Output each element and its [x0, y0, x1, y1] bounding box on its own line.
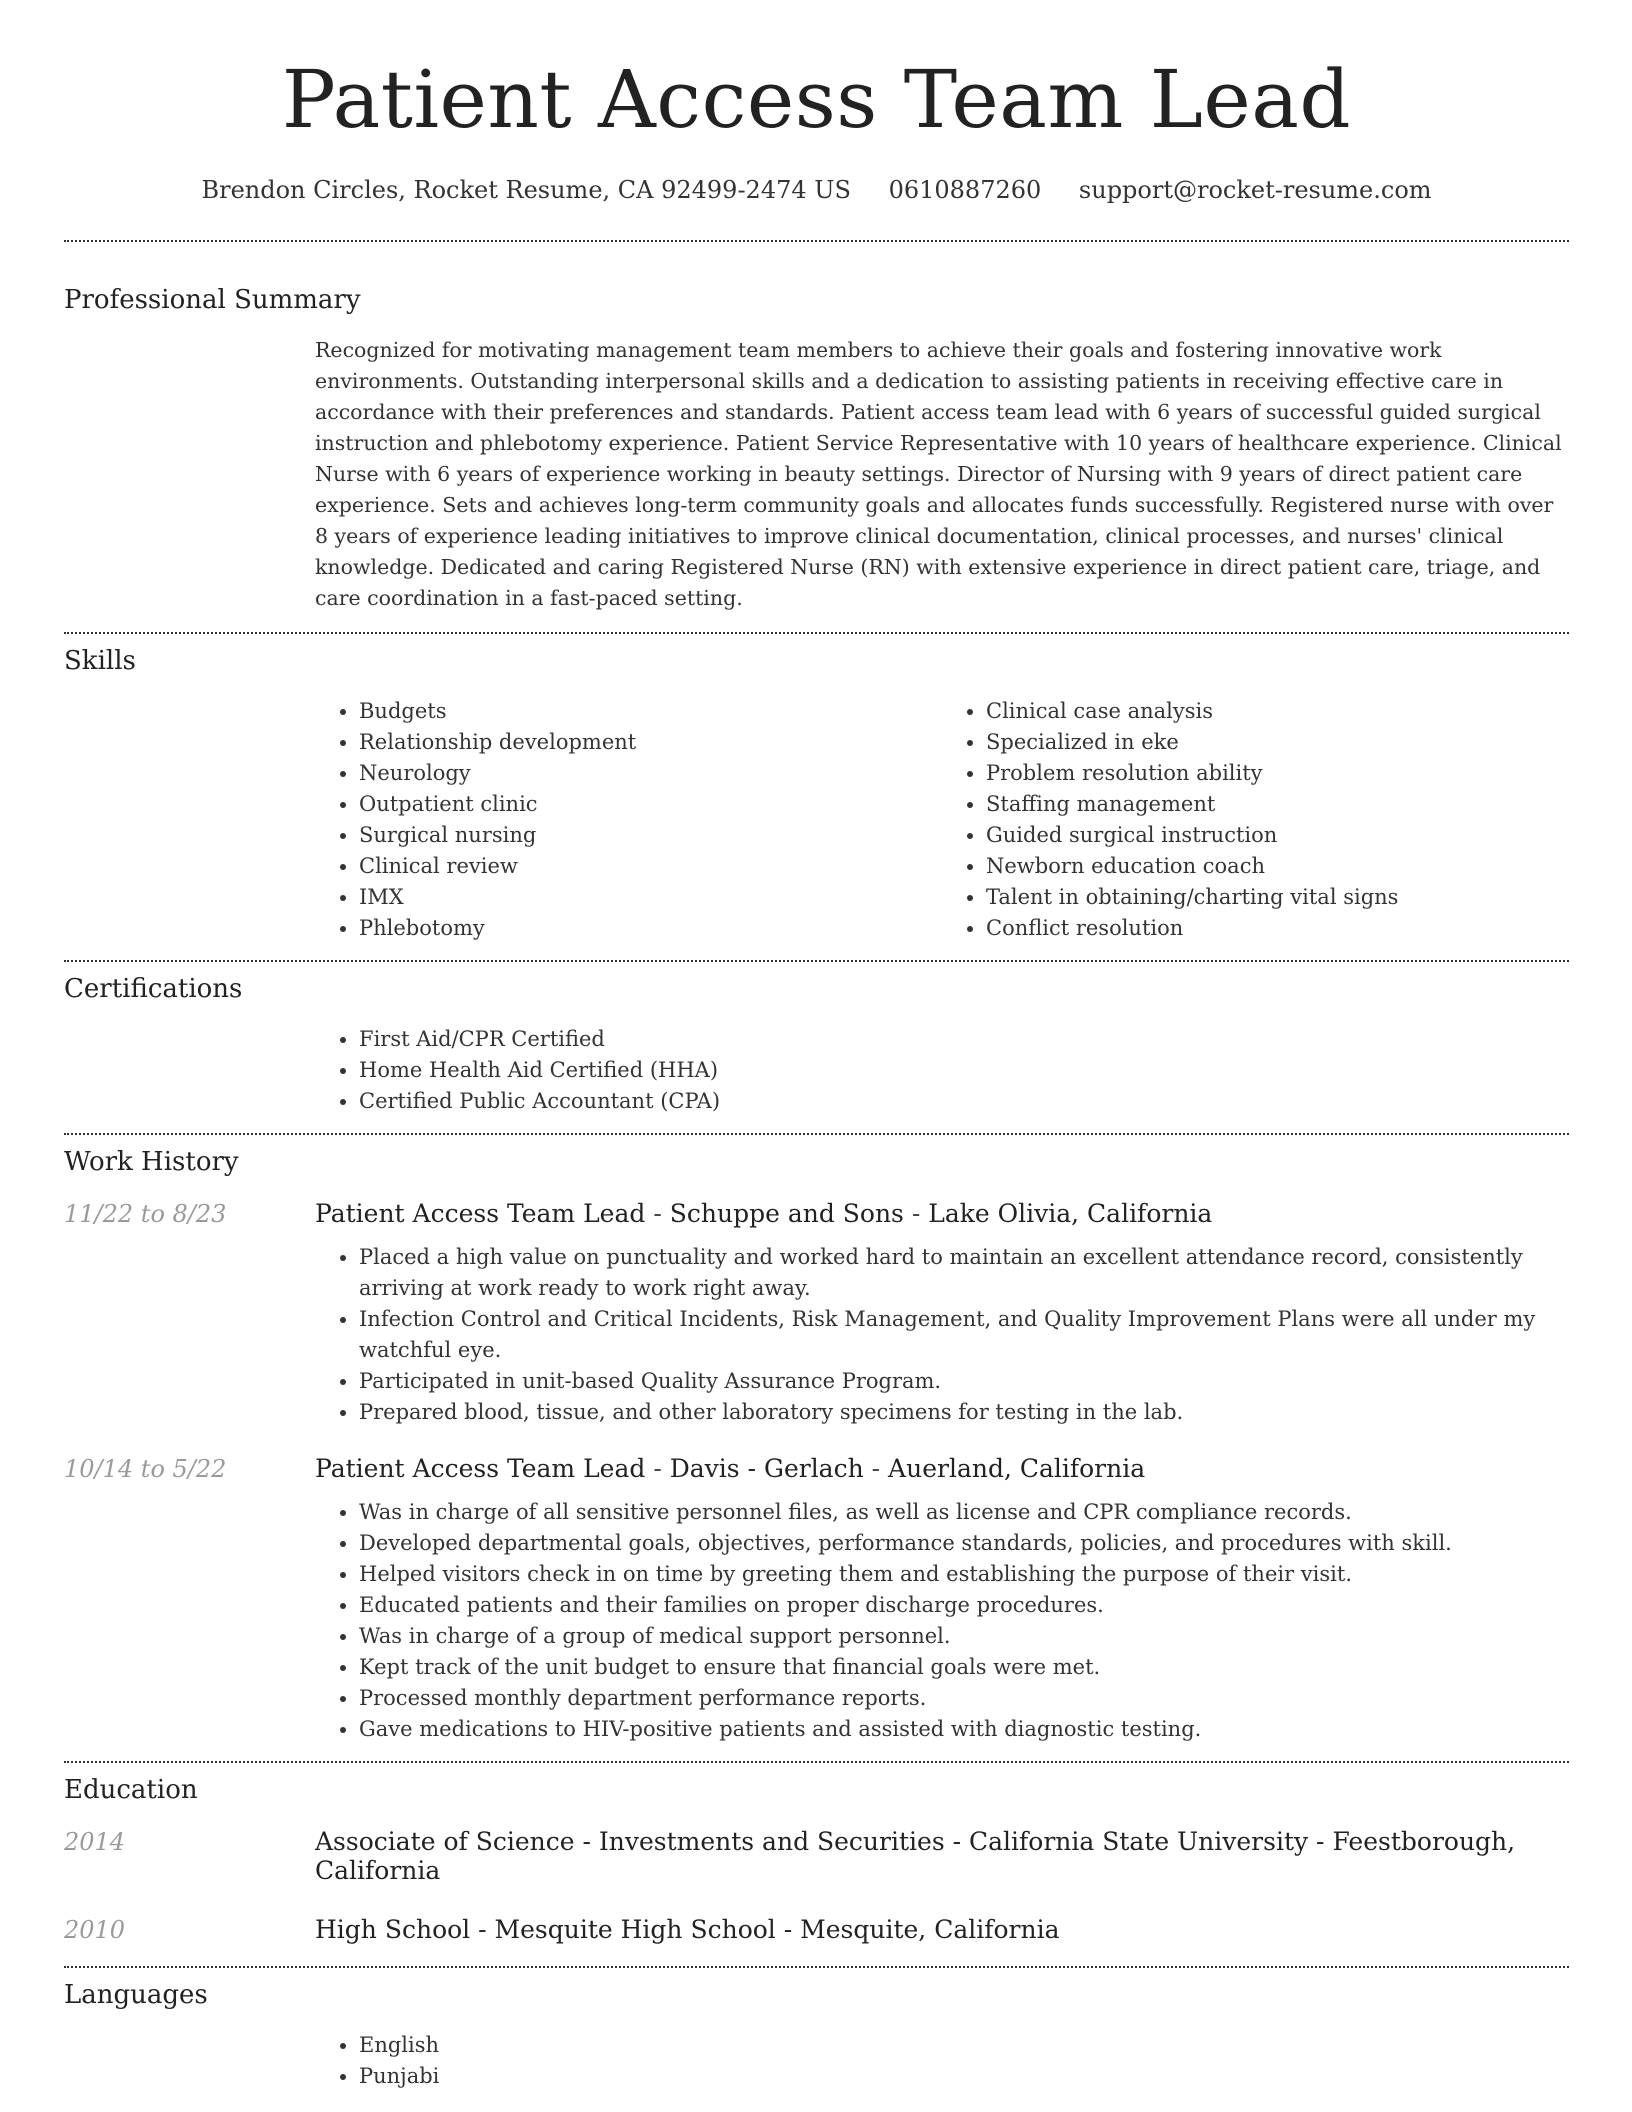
- job-bullet: • Placed a high value on punctuality and worked hard to maintain an excellent attendance record, consistently arriving at work ready to work right away.: [359, 1242, 1569, 1304]
- certification-item: • First Aid/CPR Certified: [359, 1024, 1569, 1055]
- job-bullet: • Helped visitors check in on time by greeting them and establishing the purpose of their visit.: [359, 1559, 1569, 1590]
- divider: [64, 1966, 1569, 1968]
- education-year: 2014: [64, 1828, 126, 1856]
- skill-item: • Newborn education coach: [986, 851, 1569, 882]
- resume-title: Patient Access Team Lead: [281, 53, 1352, 146]
- skill-item: • Surgical nursing: [359, 820, 942, 851]
- skill-item: • Phlebotomy: [359, 913, 942, 944]
- language-item: • Punjabi: [359, 2061, 1569, 2092]
- certifications-heading: Certifications: [64, 974, 243, 1004]
- language-item: • English: [359, 2030, 1569, 2061]
- job-bullet: • Kept track of the unit budget to ensure that financial goals were met.: [359, 1652, 1569, 1683]
- divider: [64, 632, 1569, 634]
- job-bullet: • Prepared blood, tissue, and other laboratory specimens for testing in the lab.: [359, 1397, 1569, 1428]
- job-dates: 10/14 to 5/22: [64, 1455, 227, 1483]
- languages-heading: Languages: [64, 1980, 208, 2010]
- skills-heading: Skills: [64, 646, 136, 676]
- contact-line: [64, 176, 1569, 204]
- job-bullet-list: [315, 1242, 1569, 1428]
- skills-column-left: [315, 696, 942, 944]
- job-title: Patient Access Team Lead: [315, 1199, 646, 1228]
- job-location: Auerland, California: [888, 1454, 1146, 1483]
- job-bullet: • Developed departmental goals, objectives, performance standards, policies, and procedures with skill.: [359, 1528, 1569, 1559]
- job-header: [64, 1199, 1569, 1228]
- skill-item: • Budgets: [359, 696, 942, 727]
- job-bullet: • Was in charge of all sensitive personnel files, as well as license and CPR compliance records.: [359, 1497, 1569, 1528]
- certification-item: • Certified Public Accountant (CPA): [359, 1086, 1569, 1117]
- skill-item: • Outpatient clinic: [359, 789, 942, 820]
- skill-item: • Clinical review: [359, 851, 942, 882]
- skill-item: • Clinical case analysis: [986, 696, 1569, 727]
- contact-phone: 0610887260: [888, 176, 1042, 204]
- skill-item: • Guided surgical instruction: [986, 820, 1569, 851]
- summary-text: Recognized for motivating management team members to achieve their goals and fostering innovative work environments. Outstanding interpersonal skills and a dedication to assisting patients in receiving effective care in accordance with their preferences and standards. Patient access team lead with 6 years of successful guided surgical instruction and phlebotomy experience. Patient Service Representative with 10 years of healthcare experience. Clinical Nurse with 6 years of experience working in beauty settings. Director of Nursing with 9 years of direct patient care experience. Sets and achieves long-term community goals and allocates funds successfully. Registered nurse with over 8 years of experience leading initiatives to improve clinical documentation, clinical processes, and nurses' clinical knowledge. Dedicated and caring Registered Nurse (RN) with extensive experience in direct patient care, triage, and care coordination in a fast-paced setting.: [315, 338, 1562, 610]
- job-bullets: [64, 1242, 1569, 1428]
- divider: [64, 240, 1569, 242]
- languages-bullets: [315, 2030, 1569, 2092]
- certifications-bullets: [315, 1024, 1569, 1117]
- job-bullet: • Infection Control and Critical Incidents, Risk Management, and Quality Improvement Plans were all under my watchful eye.: [359, 1304, 1569, 1366]
- skill-item: • Relationship development: [359, 727, 942, 758]
- summary-heading: Professional Summary: [64, 285, 361, 315]
- skill-item: • Problem resolution ability: [986, 758, 1569, 789]
- job-entry: [64, 1454, 1569, 1745]
- education-heading: Education: [64, 1775, 198, 1805]
- education-degree: Associate of Science - Investments and Securities - California State University - Feestborough, California: [315, 1827, 1516, 1885]
- contact-address: Brendon Circles, Rocket Resume, CA 92499-2474 US: [201, 176, 851, 204]
- job-bullet: • Educated patients and their families on proper discharge procedures.: [359, 1590, 1569, 1621]
- skill-item: • Staffing management: [986, 789, 1569, 820]
- work-history-heading: Work History: [64, 1147, 239, 1177]
- job-title: Patient Access Team Lead: [315, 1454, 646, 1483]
- skill-item: • Conflict resolution: [986, 913, 1569, 944]
- job-heading: Patient Access Team Lead - Davis - Gerlach - Auerland, California: [315, 1454, 1146, 1483]
- job-company: Schuppe and Sons: [669, 1199, 904, 1228]
- skills-column-right: [942, 696, 1569, 944]
- skills-list: [64, 696, 1569, 944]
- job-bullets: [64, 1497, 1569, 1745]
- certification-item: • Home Health Aid Certified (HHA): [359, 1055, 1569, 1086]
- certifications-list: [64, 1024, 1569, 1117]
- education-year: 2010: [64, 1916, 126, 1944]
- job-bullet: • Processed monthly department performance reports.: [359, 1683, 1569, 1714]
- divider: [64, 1133, 1569, 1135]
- skill-item: • Neurology: [359, 758, 942, 789]
- divider: [64, 1761, 1569, 1763]
- contact-email: support@rocket-resume.com: [1078, 176, 1432, 204]
- resume-page: [64, 0, 1569, 2092]
- job-bullet-list: [315, 1497, 1569, 1745]
- skill-item: • Specialized in eke: [986, 727, 1569, 758]
- job-heading: Patient Access Team Lead - Schuppe and Sons - Lake Olivia, California: [315, 1199, 1213, 1228]
- job-company: Davis - Gerlach: [669, 1454, 864, 1483]
- skill-item: • IMX: [359, 882, 942, 913]
- education-degree: High School - Mesquite High School - Mesquite, California: [315, 1915, 1060, 1944]
- job-bullet: • Gave medications to HIV-positive patients and assisted with diagnostic testing.: [359, 1714, 1569, 1745]
- job-bullet: • Was in charge of a group of medical support personnel.: [359, 1621, 1569, 1652]
- education-entry: [64, 1915, 1569, 1944]
- job-location: Lake Olivia, California: [928, 1199, 1213, 1228]
- job-entry: [64, 1199, 1569, 1428]
- job-dates: 11/22 to 8/23: [64, 1200, 227, 1228]
- job-header: [64, 1454, 1569, 1483]
- divider: [64, 960, 1569, 962]
- education-entry: [64, 1827, 1569, 1885]
- languages-list: [64, 2030, 1569, 2092]
- job-bullet: • Participated in unit-based Quality Assurance Program.: [359, 1366, 1569, 1397]
- skill-item: • Talent in obtaining/charting vital signs: [986, 882, 1569, 913]
